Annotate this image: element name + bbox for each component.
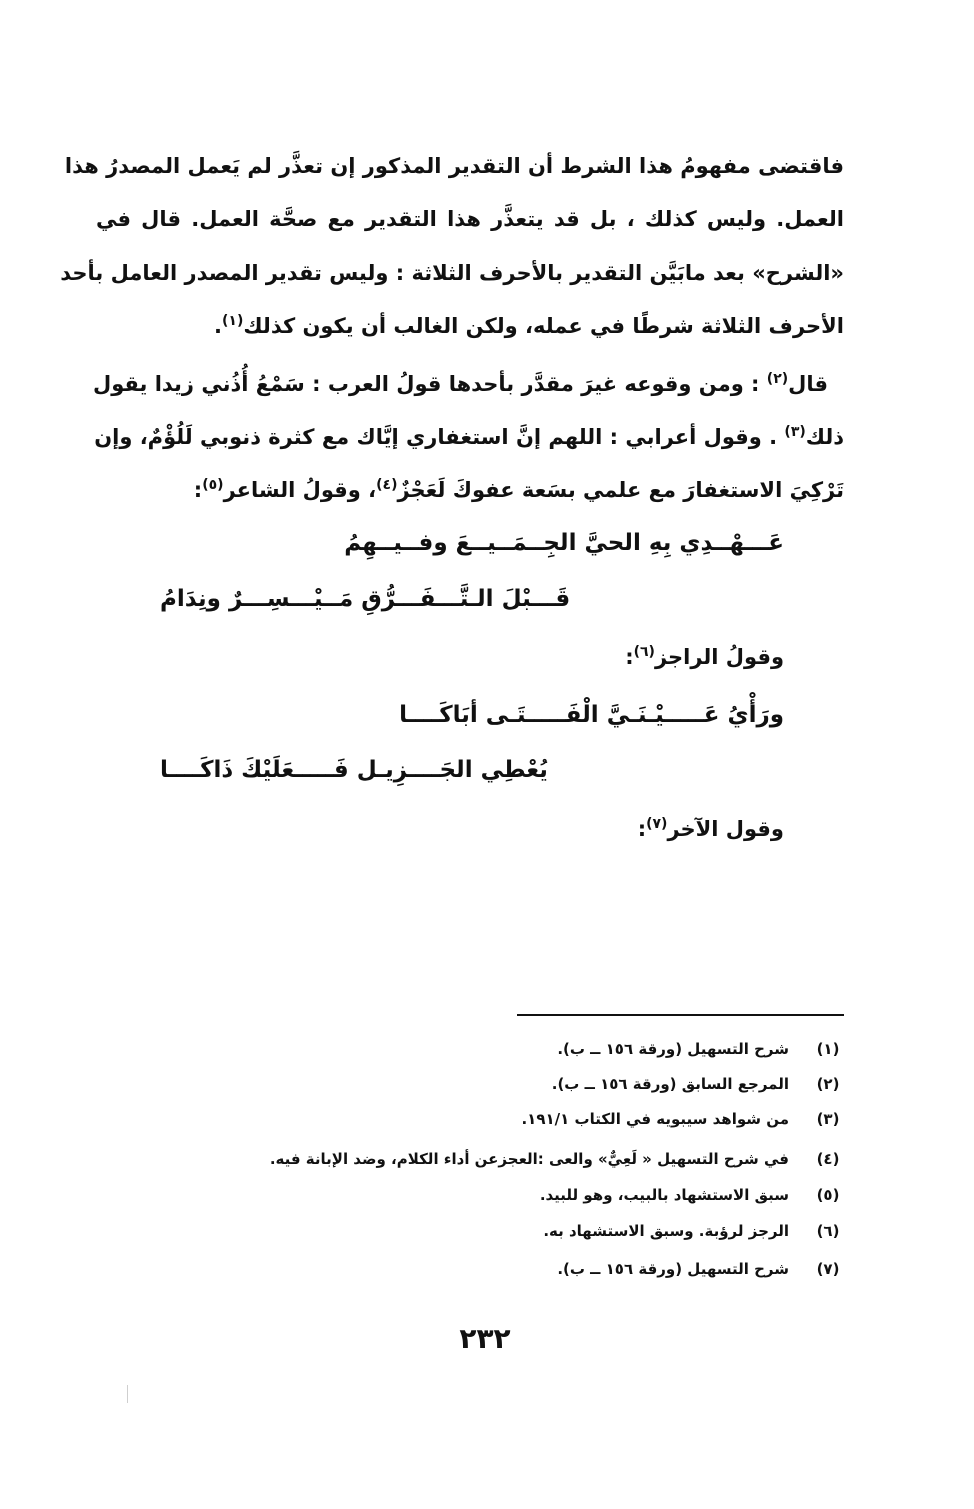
footnote-ref-1: (١) (222, 313, 244, 329)
paragraph-2-line-1-text: : ومن وقوعه غيرَ مقدَّر بأحدها قولُ العرب : سَمْعُ أُذُني زيدا يقول (93, 372, 760, 396)
footnote-ref-2: (٢) (766, 371, 789, 387)
paragraph-2-line-3-colon: : (193, 478, 203, 502)
paragraph-2-line-1 (93, 371, 844, 396)
footnote-ref-4: (٤) (376, 477, 398, 493)
footnote-ref-6: (٦) (633, 644, 655, 660)
rajaz-intro-colon: : (625, 645, 634, 669)
footnote-3-number: (٣) (816, 1110, 840, 1128)
footnote-6-text: الرجز لرؤبة. وسبق الاستشهاد به. (543, 1222, 789, 1240)
footnote-2-number: (٢) (816, 1075, 840, 1093)
footnote-1-number: (١) (816, 1040, 840, 1058)
footnote-5-text: سبق الاستشهاد بالبيب، وهو للبيد. (539, 1186, 789, 1204)
footnote-4-text: في شرح التسهيل « لَعِيٌّ» والعى :العجزعن أداء الكلام، وضد الإبانة فيه. (269, 1150, 789, 1168)
footnote-5-number: (٥) (816, 1186, 840, 1204)
footnote-7-text: شرح التسهيل (ورقة ١٥٦ ــ ب). (557, 1260, 789, 1278)
paragraph-1-line-3-text: «الشرح» بعد مابَيَّن التقدير بالأحرف الثلاثة : وليس تقدير المصدر العامل بأحد (60, 261, 844, 285)
paragraph-1-line-1 (64, 154, 844, 178)
rajaz-intro (625, 645, 784, 669)
footnote-7-number: (٧) (816, 1260, 840, 1278)
poem-2-hemistich-2: يُعْطِي الجَــــزِيـل فَـــــعَلَيْكَ ذَاكَــــا (160, 757, 548, 783)
footnote-3-text: من شواهد سيبويه في الكتاب ١٩١/١. (521, 1110, 789, 1128)
paragraph-1-line-1-text: فاقتضى مفهومُ هذا الشرط أن التقدير المذكور إن تعذَّر لم يَعمل المصدرُ هذا (64, 154, 844, 178)
footnote-ref-5: (٥) (202, 477, 224, 493)
scan-mark (127, 1385, 128, 1403)
footnote-4-number: (٤) (816, 1150, 840, 1168)
paragraph-2-line-3-mid: ، وقولُ الشاعر (223, 478, 377, 502)
footnote-1-text: شرح التسهيل (ورقة ١٥٦ ــ ب). (557, 1040, 789, 1058)
poem-2-hemistich-1: ورَأْيُ عَـــــيْـنَـيَّ الْفَـــــتَـى أبَاكَــــا (399, 702, 784, 728)
footnote-6-number: (٦) (816, 1222, 840, 1240)
poem-1-hemistich-1: عَـــهْــدِي بِهِ الحيَّ الجِــمَــيــعَ وفــيــهِمُ (344, 530, 784, 556)
footnote-separator (517, 1014, 844, 1016)
paragraph-2-line-2 (96, 425, 844, 449)
paragraph-2-line-3-text: تَرْكِيَ الاستغفارَ مع علمي بسَعة عفوكَ لَعَجْزٌ (397, 478, 844, 502)
footnote-ref-7: (٧) (646, 816, 668, 832)
paragraph-1-line-4 (96, 314, 844, 338)
footnote-2-text: المرجع السابق (ورقة ١٥٦ ــ ب). (551, 1075, 789, 1093)
other-poet-intro-text: وقول الآخر (667, 817, 784, 841)
rajaz-intro-text: وقولُ الراجز (654, 645, 784, 669)
paragraph-1-line-2-text: العمل. وليس كذلك ، بل قد يتعذَّر هذا التقدير مع صحَّة العمل. قال في (96, 207, 844, 231)
paragraph-1-line-4-text: الأحرف الثلاثة شرطًا في عمله، ولكن الغالب أن يكون كذلك (243, 314, 844, 338)
paragraph-1-line-3 (60, 261, 844, 285)
other-poet-intro-colon: : (637, 817, 647, 841)
footnote-ref-3: (٣) (784, 424, 806, 440)
page-number: ٢٣٢ (459, 1322, 511, 1355)
paragraph-2-line-1-start: قال (788, 372, 828, 396)
poem-1-hemistich-2: قَـــبْلَ الـتَّـــفَـــرُّقِ مَــيْـــسِـــرٌ ونِدَامُ (160, 586, 571, 612)
paragraph-2-line-3 (96, 478, 844, 502)
other-poet-intro (638, 817, 784, 841)
paragraph-2-line-2-text: . وقول أعرابي : اللهم إنَّ استغفاري إيَّاك مع كثرة ذنوبي لَلُؤْمٌ، وإن (94, 425, 778, 449)
paragraph-1-end-punct: . (214, 314, 223, 338)
paragraph-1-line-2 (96, 207, 844, 231)
paragraph-2-line-2-start: ذلك (805, 425, 844, 449)
